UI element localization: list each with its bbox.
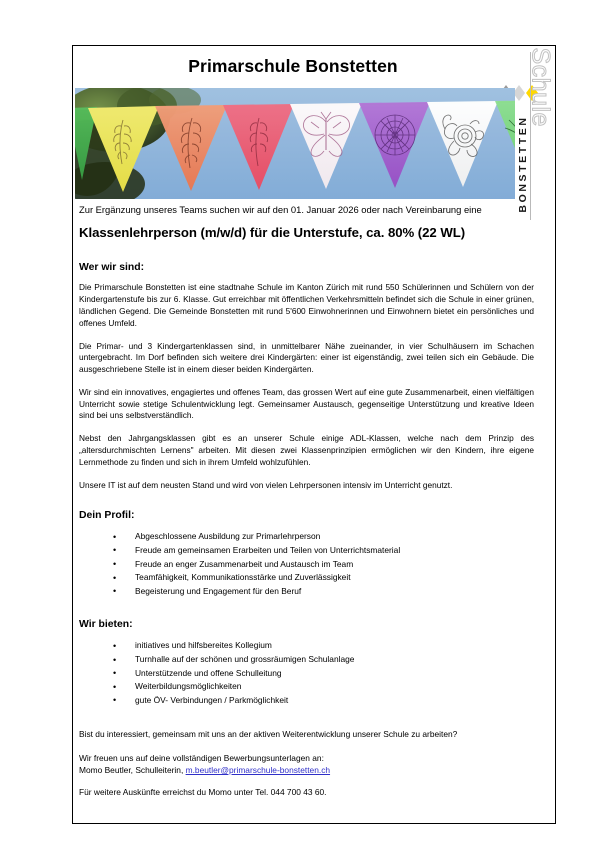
section-heading-we-offer: Wir bieten:	[79, 619, 133, 631]
application-line: Wir freuen uns auf deine vollständigen Bewerbungsunterlagen an:	[79, 752, 324, 763]
document-frame	[72, 45, 556, 824]
application-block	[79, 752, 533, 776]
closing-question: Bist du interessiert, gemeinsam mit uns an der aktiven Weiterentwicklung unserer Schule zu arbeiten?	[79, 729, 458, 740]
page-title: Primarschule Bonstetten	[188, 56, 398, 76]
header-title-row	[73, 56, 513, 77]
paragraph-team-culture: Wir sind ein innovatives, engagiertes und offenes Team, das grossen Wert auf eine gute Zusammenarbeit, einen vielfältigen Unterricht sowie stetige Schulentwicklung legt. Gemeinsamer Austausch, gegenseitige Unterstützung und kreative Ideen sind bei uns selbstverständlich.	[79, 386, 534, 421]
list-item: • Weiterbildungsmöglichkeiten	[113, 680, 533, 694]
list-item: • Freude an enger Zusammenarbeit und Austausch im Team	[113, 558, 533, 572]
contact-email-link[interactable]: m.beutler@primarschule-bonstetten.ch	[185, 764, 331, 775]
paragraph-adl-classes: Nebst den Jahrgangsklassen gibt es an unserer Schule einige ADL-Klassen, welche nach dem Prinzip des „altersdurchmischten Lernens" arbeiten. Mit diesen zwei Klassenprinzipien ermöglichen wir den Kindern, ihre eigene Lernmethode zu finden und sich in ihrem Umfeld wohlzufühlen.	[79, 433, 534, 467]
list-item: • gute ÖV- Verbindungen / Parkmöglichkeit	[113, 694, 533, 708]
profile-list	[79, 530, 533, 598]
list-item: • Turnhalle auf der schönen und grossräumigen Schulanlage	[113, 653, 533, 667]
paragraph-about-school: Die Primarschule Bonstetten ist eine stadtnahe Schule im Kanton Zürich mit rund 550 Schülerinnen und Schülern von der Kindergartenstufe bis zur 6. Klasse. Gut erreichbar mit öffentlichen Verkehrsmitteln befindet sich die Schule in einer grünen, ländlichen Gegend. Die Gemeinde Bonstetten mit rund 5'600 Einwohnerinnen und Einwohnern bietet ein persönliches und offenes Umfeld.	[79, 282, 534, 328]
section-heading-profile: Dein Profil:	[79, 510, 135, 522]
list-item: • initiatives und hilfsbereites Kollegium	[113, 639, 533, 653]
phone-line: Für weitere Auskünfte erreichst du Momo unter Tel. 044 700 43 60.	[79, 787, 327, 797]
we-offer-list	[79, 639, 533, 707]
banner-photo-pennant-flags	[75, 88, 515, 199]
section-heading-who-we-are: Wer wir sind:	[79, 262, 145, 274]
lead-paragraph: Zur Ergänzung unseres Teams suchen wir auf den 01. Januar 2026 oder nach Vereinbarung eine	[79, 204, 482, 215]
list-item: • Abgeschlossene Ausbildung zur Primarlehrperson	[113, 530, 533, 544]
contact-name-role: Momo Beutler, Schulleiterin,	[79, 764, 186, 775]
list-item: • Teamfähigkeit, Kommunikationsstärke und Zuverlässigkeit	[113, 571, 533, 585]
document-body	[75, 204, 537, 809]
paragraph-classes-locations: Die Primar- und 3 Kindergartenklassen sind, in unmittelbarer Nähe zueinander, in vier Schulhäusern im Schachen untergebracht. Im Dorf befinden sich weitere drei Kindergärten: einer ist eigenständig, zwei teilen sich ein Gebäude. Die ausgeschriebene Stelle ist in einem dieser beiden Kindergärten.	[79, 340, 534, 375]
paragraph-it-infrastructure: Unsere IT ist auf dem neusten Stand und wird von vielen Lehrpersonen intensiv im Unterricht genutzt.	[79, 479, 453, 490]
logo-word-bonstetten: BONSTETTEN	[517, 115, 529, 213]
list-item: • Freude am gemeinsamen Erarbeiten und Teilen von Unterrichtsmaterial	[113, 544, 533, 558]
list-item: • Begeisterung und Engagement für den Beruf	[113, 585, 533, 599]
list-item: • Unterstützende und offene Schulleitung	[113, 667, 533, 681]
job-title: Klassenlehrperson (m/w/d) für die Unterstufe, ca. 80% (22 WL)	[79, 225, 466, 241]
logo-word-schule: Schule	[526, 47, 555, 127]
